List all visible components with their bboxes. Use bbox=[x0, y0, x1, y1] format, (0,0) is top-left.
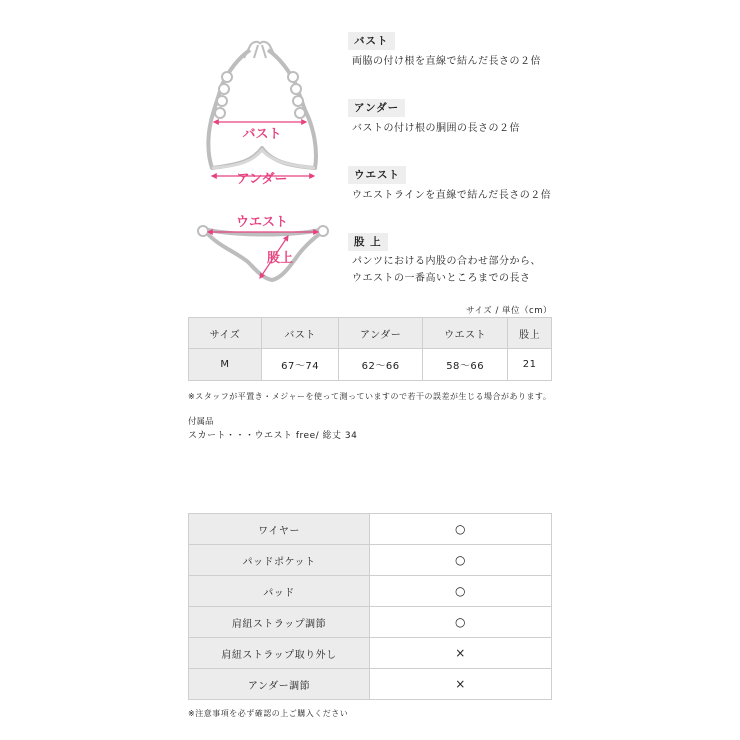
size-header-cell: アンダー bbox=[339, 318, 423, 349]
feature-label: パッドポケット bbox=[189, 545, 370, 576]
size-table-header bbox=[189, 318, 552, 349]
feature-row bbox=[189, 607, 552, 638]
term-tag-bust: バスト bbox=[348, 32, 395, 50]
accessory-body: スカート・・・ウエスト free/ 総丈 34 bbox=[188, 431, 358, 441]
feature-row bbox=[189, 576, 552, 607]
size-header-cell: 股上 bbox=[508, 318, 552, 349]
neck-tie bbox=[244, 42, 276, 58]
accessory-title: 付属品 bbox=[188, 417, 214, 427]
rise-diagram-label: 股上 bbox=[266, 251, 294, 266]
feature-value: × bbox=[370, 638, 552, 669]
size-table-row bbox=[189, 349, 552, 381]
feature-value: × bbox=[370, 669, 552, 700]
size-header-cell: サイズ bbox=[189, 318, 262, 349]
term-tag-rise: 股 上 bbox=[348, 233, 388, 251]
feature-row bbox=[189, 514, 552, 545]
term-tag-waist: ウエスト bbox=[348, 166, 406, 184]
purchase-note: ※注意事項を必ず確認の上ご購入ください bbox=[188, 709, 349, 718]
feature-label: アンダー調節 bbox=[189, 669, 370, 700]
term-desc-waist: ウエストラインを直線で結んだ長さの２倍 bbox=[352, 190, 552, 201]
size-table bbox=[188, 317, 552, 381]
term-tag-under: アンダー bbox=[348, 99, 405, 117]
waist-diagram-label: ウエスト bbox=[235, 215, 289, 230]
feature-value: ○ bbox=[370, 607, 552, 638]
size-header-cell: バスト bbox=[262, 318, 339, 349]
term-desc-rise-1: パンツにおける内股の合わせ部分から、 bbox=[352, 256, 541, 267]
feature-label: 肩紐ストラップ取り外し bbox=[189, 638, 370, 669]
size-cell: 58〜66 bbox=[423, 349, 508, 381]
staff-measure-note: ※スタッフが平置き・メジャーを使って測っていますので若干の誤差が生じる場合があります。 bbox=[188, 392, 552, 401]
under-diagram-label: アンダー bbox=[236, 172, 288, 187]
feature-label: パッド bbox=[189, 576, 370, 607]
feature-row bbox=[189, 669, 552, 700]
size-cell: 67〜74 bbox=[262, 349, 339, 381]
feature-row bbox=[189, 638, 552, 669]
feature-table bbox=[188, 513, 552, 700]
term-desc-bust: 両脇の付け根を直線で結んだ長さの２倍 bbox=[352, 56, 541, 67]
feature-value: ○ bbox=[370, 545, 552, 576]
bust-diagram-label: バスト bbox=[242, 127, 282, 142]
feature-value: ○ bbox=[370, 576, 552, 607]
feature-value: ○ bbox=[370, 514, 552, 545]
term-desc-under: バストの付け根の胴囲の長さの２倍 bbox=[352, 123, 520, 134]
size-cell: M bbox=[189, 349, 262, 381]
feature-label: 肩紐ストラップ調節 bbox=[189, 607, 370, 638]
feature-row bbox=[189, 545, 552, 576]
size-header-cell: ウエスト bbox=[423, 318, 508, 349]
feature-label: ワイヤー bbox=[189, 514, 370, 545]
size-cell: 62〜66 bbox=[339, 349, 423, 381]
size-units: サイズ / 単位（cm） bbox=[465, 306, 552, 316]
term-desc-rise-2: ウエストの一番高いところまでの長さ bbox=[352, 273, 531, 284]
size-cell: 21 bbox=[508, 349, 552, 381]
